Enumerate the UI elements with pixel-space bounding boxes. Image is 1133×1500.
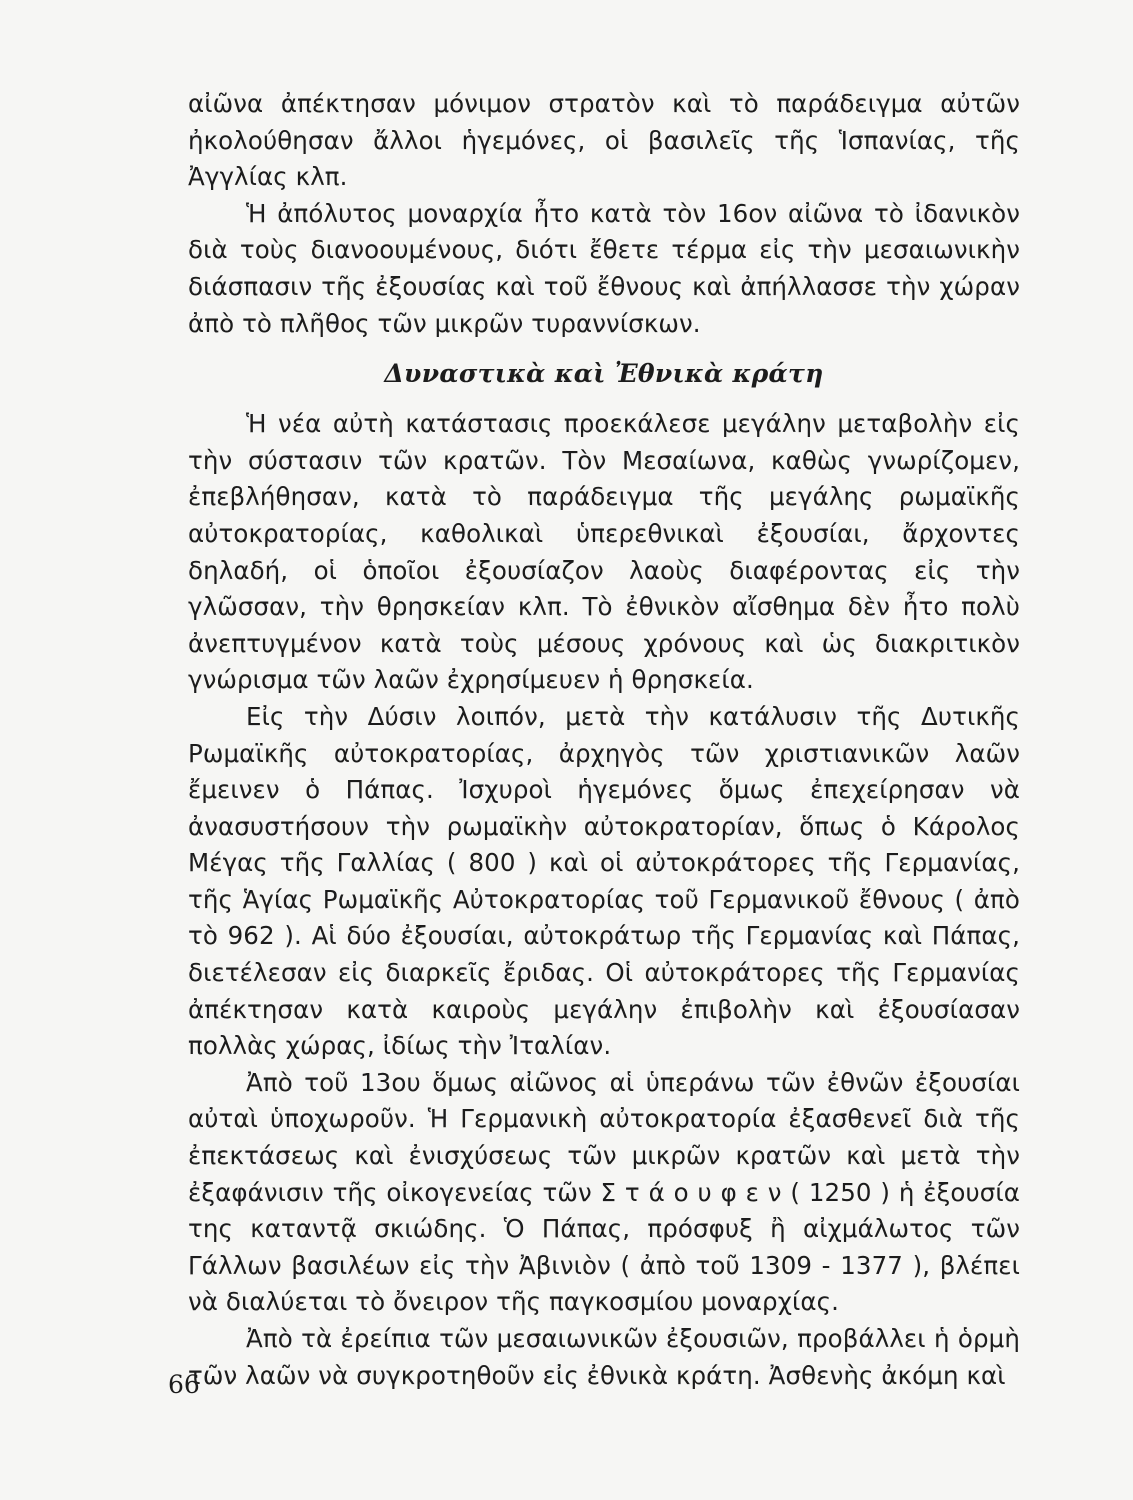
paragraph-west-pope: Εἰς τὴν Δύσιν λοιπόν, μετὰ τὴν κατάλυσιν τῆς Δυτικῆς Ρωμαϊκῆς αὐτοκρατορίας, ἀρχηγὸς τῶν χριστιανικῶν λαῶν ἔμεινεν ὁ Πάπας. Ἰσχυροὶ ἡγεμόνες ὅμως ἐπεχείρησαν νὰ ἀνασυστήσουν τὴν ρωμαϊκὴν αὐτοκρατορίαν, ὅπως ὁ Κάρολος Μέγας τῆς Γαλλίας ( 800 ) καὶ οἱ αὐτοκράτορες τῆς Γερμανίας, τῆς Ἁγίας Ρωμαϊκῆς Αὐτοκρατορίας τοῦ Γερμανικοῦ ἔθνους ( ἀπὸ τὸ 962 ). Αἱ δύο ἐξουσίαι, αὐτοκράτωρ τῆς Γερμανίας καὶ Πάπας, διετέλεσαν εἰς διαρκεῖς ἔριδας. Οἱ αὐτοκράτορες τῆς Γερμανίας ἀπέκτησαν κατὰ καιροὺς μεγάλην ἐπιβολὴν καὶ ἐξουσίασαν πολλὰς χώρας, ἰδίως τὴν Ἰταλίαν. bbox=[188, 701, 1020, 1061]
paragraph-absolute-monarchy: Ἡ ἀπόλυτος μοναρχία ἦτο κατὰ τὸν 16ον αἰῶνα τὸ ἰδανικὸν διὰ τοὺς διανοουμένους, διότι ἔθετε τέρμα εἰς τὴν μεσαιωνικὴν διάσπασιν τῆς ἐξουσίας καὶ τοῦ ἔθνους καὶ ἀπήλλασσε τὴν χώραν ἀπὸ τὸ πλῆθος τῶν μικρῶν τυραννίσκων. bbox=[188, 198, 1020, 338]
section-heading: Δυναστικὰ καὶ Ἐθνικὰ κράτη bbox=[384, 359, 824, 389]
body-text bbox=[188, 86, 1020, 1394]
page-number: 66 bbox=[168, 1370, 200, 1399]
paragraph-13th-century: Ἀπὸ τοῦ 13ου ὅμως αἰῶνος αἱ ὑπεράνω τῶν ἐθνῶν ἐξουσίαι αὐταὶ ὑποχωροῦν. Ἡ Γερμανικὴ αὐτοκρατορία ἐξασθενεῖ διὰ τῆς ἐπεκτάσεως καὶ ἐνισχύσεως τῶν μικρῶν κρατῶν καὶ μετὰ τὴν ἐξαφάνισιν τῆς οἰκογενείας τῶν Σ τ ά ο υ φ ε ν ( 1250 ) ἡ ἐξουσία της καταντᾷ σκιώδης. Ὁ Πάπας, πρόσφυξ ἢ αἰχμάλωτος τῶν Γάλλων βασιλέων εἰς τὴν Ἀβινιὸν ( ἀπὸ τοῦ 1309 - 1377 ), βλέπει νὰ διαλύεται τὸ ὄνειρον τῆς παγκοσμίου μοναρχίας. bbox=[188, 1067, 1020, 1317]
paragraph-new-situation: Ἡ νέα αὐτὴ κατάστασις προεκάλεσε μεγάλην μεταβολὴν εἰς τὴν σύστασιν τῶν κρατῶν. Τὸν Μεσαίωνα, καθὼς γνωρίζομεν, ἐπεβλήθησαν, κατὰ τὸ παράδειγμα τῆς μεγάλης ρωμαϊκῆς αὐτοκρατορίας, καθολικαὶ ὑπερεθνικαὶ ἐξουσίαι, ἄρχοντες δηλαδή, οἱ ὁποῖοι ἐξουσίαζον λαοὺς διαφέροντας εἰς τὴν γλῶσσαν, τὴν θρησκείαν κλπ. Τὸ ἐθνικὸν αἴσθημα δὲν ἦτο πολὺ ἀνεπτυγμένον κατὰ τοὺς μέσους χρόνους καὶ ὡς διακριτικὸν γνώρισμα τῶν λαῶν ἐχρησίμευεν ἡ θρησκεία. bbox=[188, 409, 1020, 695]
paragraph-national-states: Ἀπὸ τὰ ἐρείπια τῶν μεσαιωνικῶν ἐξουσιῶν, προβάλλει ἡ ὁρμὴ τῶν λαῶν νὰ συγκροτηθοῦν εἰς ἐθνικὰ κράτη. Ἀσθενὴς ἀκόμη καὶ bbox=[188, 1324, 1020, 1390]
paragraph-continuation: αἰῶνα ἀπέκτησαν μόνιμον στρατὸν καὶ τὸ παράδειγμα αὐτῶν ἠκολούθησαν ἄλλοι ἡγεμόνες, οἱ βασιλεῖς τῆς Ἱσπανίας, τῆς Ἀγγλίας κλπ. bbox=[188, 89, 1020, 192]
